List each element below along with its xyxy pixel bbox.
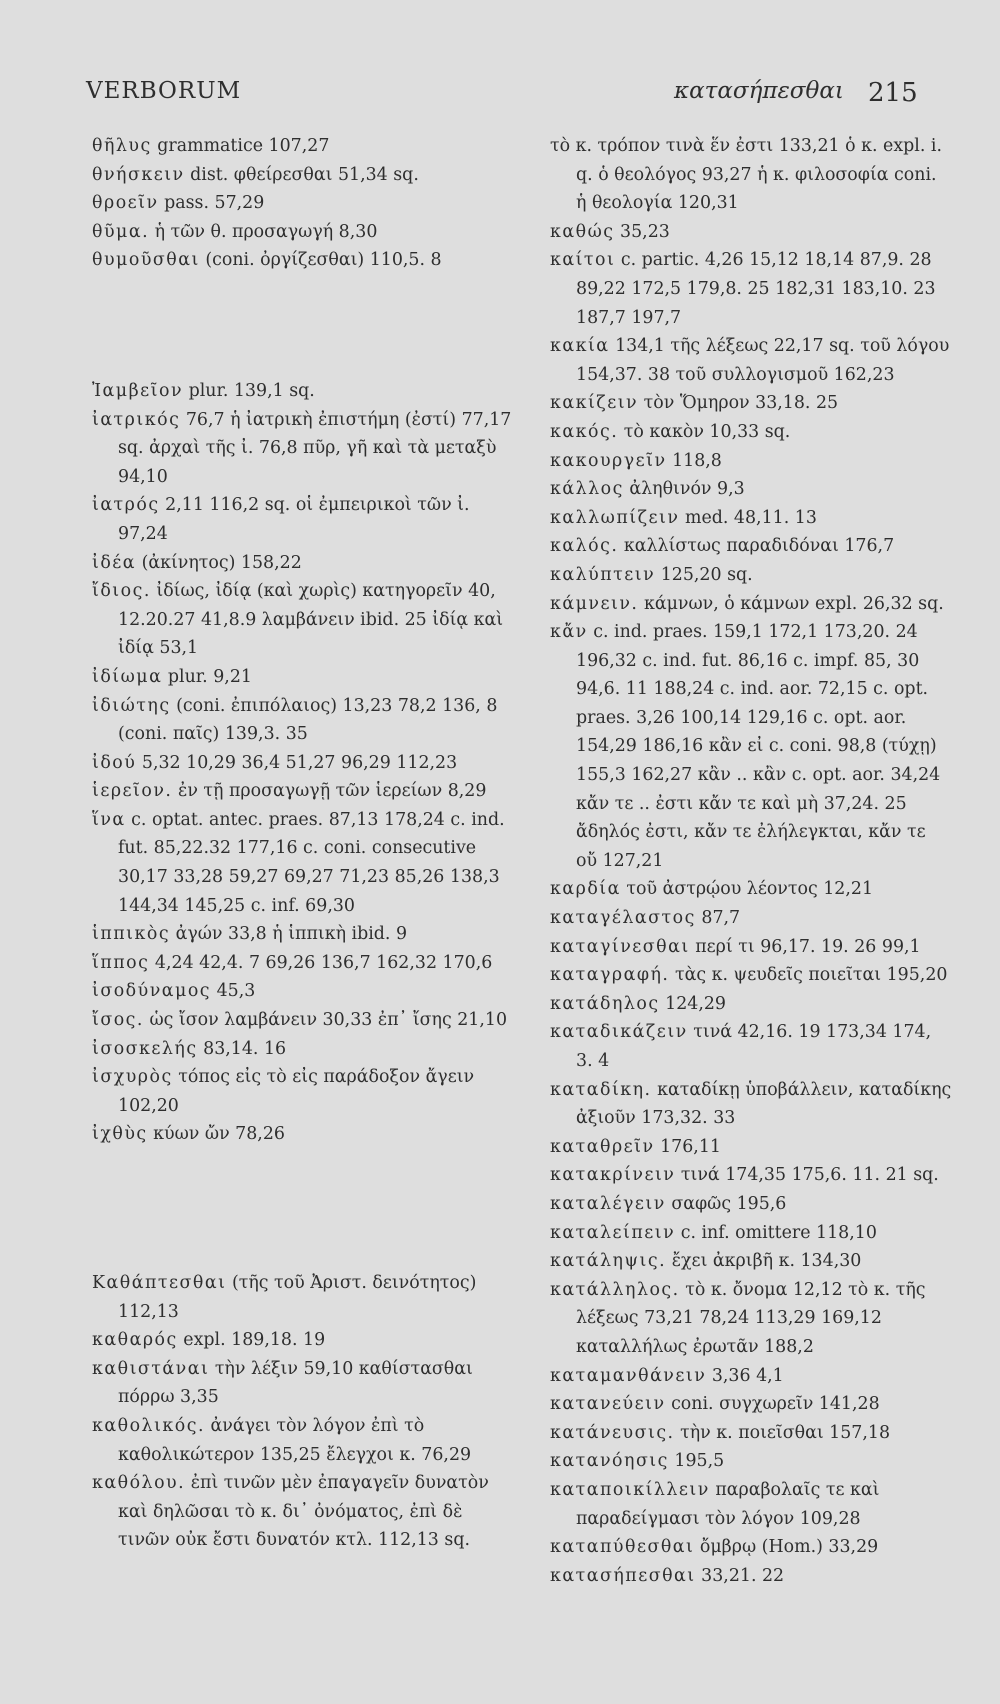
entry-headword: καταποικίλλειν: [550, 1479, 710, 1500]
entry-references: pass. 57,29: [164, 193, 265, 214]
entry-references: ἀνάγει τὸν λόγον ἐπὶ τὸ καθολικώτερον 135,25 ἔλεγχοι κ. 76,29: [118, 1415, 472, 1465]
entry-headword: καρδία: [550, 879, 621, 900]
entry-headword: κάλλος: [550, 479, 624, 500]
index-entry: [550, 246, 952, 332]
index-entry: [550, 1276, 952, 1362]
entry-references: 195,5: [674, 1451, 725, 1472]
entry-headword: θῆλυς: [92, 136, 152, 156]
entry-references: c. optat. antec. praes. 87,13 178,24 c. ind. fut. 85,22.32 177,16 c. coni. consecutive 30,17 33,28 59,27 69,27 71,23 85,26 138,3 144,34 145,25 c. inf. 69,30: [118, 809, 505, 916]
entry-headword: ἱππικὸς: [92, 924, 171, 945]
index-entry: [92, 1326, 512, 1355]
entry-references: 4,24 42,4. 7 69,26 136,7 162,32 170,6: [154, 952, 493, 973]
entry-headword: ἰδιώτης: [92, 695, 171, 716]
index-entry: [550, 532, 952, 561]
entry-headword: κατακρίνειν: [550, 1165, 676, 1186]
index-entry: [550, 1161, 952, 1190]
index-entry: [92, 692, 512, 749]
entry-headword: καθαρός: [92, 1330, 178, 1351]
entry-headword: ἰδίωμα: [92, 666, 163, 687]
entry-headword: καταλείπειν: [550, 1222, 676, 1243]
entry-references: περί τι 96,17. 19. 26 99,1: [695, 936, 921, 957]
index-entry: [550, 875, 952, 904]
entry-references: (coni. ὀργίζεσθαι) 110,5. 8: [205, 250, 442, 271]
index-entry: [550, 475, 952, 504]
entry-references: τὰς κ. ψευδεῖς ποιεῖται 195,20: [675, 965, 948, 986]
entry-headword: θνήσκειν: [92, 164, 185, 185]
entry-references: 76,7 ἡ ἰατρικὴ ἐπιστήμη (ἐστί) 77,17 sq. ἀρχαὶ τῆς ἰ. 76,8 πῦρ, γῆ καὶ τὰ μεταξὺ 94,10: [118, 409, 512, 487]
index-entry: [550, 1362, 952, 1391]
entry-references: 118,8: [672, 450, 722, 471]
entry-headword: ἴσος.: [92, 1010, 144, 1031]
index-entry: [550, 1533, 952, 1562]
entry-references: 33,21. 22: [701, 1565, 785, 1586]
entry-headword: καθιστάναι: [92, 1358, 210, 1379]
entry-headword: ἰδέα: [92, 552, 137, 573]
index-entry: [92, 920, 512, 949]
entry-references: τὸ κ. τρόπον τινὰ ἕν ἐστι 133,21 ὁ κ. expl. i. q. ὁ θεολόγος 93,27 ἡ κ. φιλοσοφία coni. ἡ θεολογία 120,31: [550, 136, 942, 214]
entry-references: 134,1 τῆς λέξεως 22,17 sq. τοῦ λόγου 154,37. 38 τοῦ συλλογισμοῦ 162,23: [576, 336, 950, 385]
entry-headword: καλός.: [550, 536, 619, 557]
index-entry: [550, 904, 952, 933]
entry-headword: ἰχθὺς: [92, 1124, 148, 1145]
entry-references: τὸ κ. ὄνομα 12,12 τὸ κ. τῆς λέξεως 73,21 78,24 113,29 169,12 καταλλήλως ἐρωτᾶν 188,2: [576, 1279, 926, 1357]
index-entry: [550, 1190, 952, 1219]
index-entry: [92, 161, 512, 190]
index-entry: [92, 1269, 512, 1326]
entry-headword: καθόλου.: [92, 1473, 186, 1494]
entry-headword: κατανεύειν: [550, 1394, 666, 1415]
left-column: [92, 132, 512, 1555]
entry-headword: καθολικός.: [92, 1415, 206, 1436]
entry-references: ἐν τῇ προσαγωγῇ τῶν ἱερείων 8,29: [177, 781, 487, 802]
entry-headword: Καθάπτεσθαι: [92, 1273, 227, 1293]
index-entry: [92, 1006, 512, 1035]
entry-references: ἐπὶ τινῶν μὲν ἐπαγαγεῖν δυνατὸν καὶ δηλῶσαι τὸ κ. δι᾽ ὀνόματος, ἐπὶ δὲ τινῶν οὐκ ἔστι δυνατόν κτλ. 112,13 sq.: [118, 1473, 489, 1551]
index-entry: [92, 949, 512, 978]
entry-headword: καταγέλαστος: [550, 908, 696, 929]
index-entry: [550, 933, 952, 962]
index-entry: [550, 618, 952, 875]
entry-references: ἰδίως, ἰδίᾳ (καὶ χωρὶς) κατηγορεῖν 40, 12.20.27 41,8.9 λαμβάνειν ibid. 25 ἰδίᾳ καὶ ἰδίᾳ 53,1: [118, 581, 504, 659]
entry-headword: ἰσοδύναμος: [92, 981, 212, 1002]
entry-headword: ἰσοσκελής: [92, 1038, 198, 1059]
index-entry: [92, 406, 512, 492]
entry-references: ὡς ἴσον λαμβάνειν 30,33 ἐπ᾽ ἴσης 21,10: [149, 1010, 508, 1031]
index-entry: [92, 1469, 512, 1555]
entry-references: 2,11 116,2 sq. οἱ ἐμπειρικοὶ τῶν ἰ. 97,24: [118, 495, 470, 544]
index-entry: [550, 1247, 952, 1276]
index-entry: [550, 389, 952, 418]
entry-references: plur. 9,21: [167, 666, 252, 687]
entry-references: ἡ τῶν θ. προσαγωγή 8,30: [154, 221, 378, 242]
entry-references: τὴν κ. ποιεῖσθαι 157,18: [680, 1422, 891, 1443]
entry-references: σαφῶς 195,6: [671, 1193, 787, 1214]
index-entry: [92, 246, 512, 275]
index-entry: [92, 549, 512, 578]
page-number: 215: [868, 78, 918, 108]
entry-references: grammatice 107,27: [157, 136, 330, 156]
kappa-continued-entries: [550, 132, 952, 1590]
entry-headword: ἱερεῖον.: [92, 781, 173, 802]
entry-headword: θυμοῦσθαι: [92, 250, 200, 271]
index-entry: [92, 1412, 512, 1469]
entry-references: coni. συγχωρεῖν 141,28: [671, 1394, 880, 1415]
index-entry: [550, 1133, 952, 1162]
entry-references: c. inf. omittere 118,10: [680, 1222, 877, 1243]
entry-headword: ἰατρός: [92, 495, 160, 516]
right-column: [550, 132, 952, 1590]
entry-headword: κατασήπεσθαι: [550, 1565, 696, 1586]
index-entry: [92, 377, 512, 406]
index-entry: [92, 132, 512, 161]
entry-headword: καταγίνεσθαι: [550, 936, 690, 957]
index-entry: [550, 332, 952, 389]
section-gap: [92, 275, 512, 377]
running-head-title: VERBORUM: [86, 78, 242, 104]
entry-references: 5,32 10,29 36,4 51,27 96,29 112,23: [141, 752, 458, 773]
entry-references: plur. 139,1 sq.: [188, 380, 315, 401]
index-entry: [550, 418, 952, 447]
index-entry: [92, 777, 512, 806]
entry-references: τοῦ ἀστρῴου λέοντος 12,21: [626, 879, 874, 900]
entry-references: 83,14. 16: [203, 1038, 287, 1059]
index-entry: [550, 1076, 952, 1133]
entry-references: τινά 174,35 175,6. 11. 21 sq.: [680, 1165, 939, 1186]
iota-entries: [92, 377, 512, 1149]
entry-headword: καταδικάζειν: [550, 1022, 688, 1043]
entry-references: τὸν Ὅμηρον 33,18. 25: [643, 393, 839, 414]
index-entry: [550, 1390, 952, 1419]
entry-references: 35,23: [620, 221, 670, 242]
index-entry: [550, 990, 952, 1019]
index-entry: [550, 1476, 952, 1533]
index-entry: [92, 1063, 512, 1120]
entry-headword: καταμανθάνειν: [550, 1365, 707, 1386]
index-entry: [550, 961, 952, 990]
kappa-entries: [92, 1269, 512, 1555]
index-entry: [92, 663, 512, 692]
entry-references: med. 48,11. 13: [684, 507, 817, 528]
entry-references: 124,29: [665, 993, 726, 1014]
entry-headword: ἴδιος.: [92, 581, 151, 602]
entry-references: 176,11: [660, 1136, 721, 1157]
entry-references: ἔχει ἀκριβῆ κ. 134,30: [671, 1251, 862, 1272]
entry-headword: καλύπτειν: [550, 564, 656, 585]
index-entry: [92, 749, 512, 778]
entry-references: c. partic. 4,26 15,12 18,14 87,9. 28 89,22 172,5 179,8. 25 182,31 183,10. 23 187,7 197,7: [576, 250, 936, 328]
entry-references: 87,7: [701, 908, 741, 929]
entry-headword: καθώς: [550, 221, 615, 242]
entry-references: (ἀκίνητος) 158,22: [141, 552, 302, 573]
index-entry: [550, 1447, 952, 1476]
index-entry: [92, 977, 512, 1006]
entry-references: c. ind. praes. 159,1 172,1 173,20. 24 196,32 c. ind. fut. 86,16 c. impf. 85, 30 94,6. 11 188,24 c. ind. aor. 72,15 c. opt. praes. 3,26 100,14 129,16 c. opt. aor. 154,29 186,16 κἂν εἰ c. coni. 98,8 (τύχῃ) 155,3 162,27 κἂν .. κἂν c. opt. aor. 34,24 κἄν τε .. ἐστι κἄν τε καὶ μὴ 37,24. 25 ἄδηλός ἐστι, κἄν τε ἐλήλεγκται, κἄν τε οὔ 127,21: [576, 622, 941, 871]
entry-headword: κάμνειν.: [550, 593, 639, 614]
section-gap: [92, 1149, 512, 1269]
entry-headword: καταγραφή.: [550, 965, 670, 986]
index-entry: [550, 590, 952, 619]
running-head-keyword: κατασήπεσθαι: [674, 78, 844, 104]
index-entry: [550, 447, 952, 476]
entry-references: (τῆς τοῦ Ἀριστ. δεινότητος) 112,13: [118, 1273, 477, 1322]
index-entry: [92, 189, 512, 218]
entry-references: ἀγών 33,8 ἡ ἱππικὴ ibid. 9: [175, 924, 408, 945]
index-entry: [92, 1120, 512, 1149]
entry-headword: κακός.: [550, 421, 619, 442]
entry-references: τὴν λέξιν 59,10 καθίστασθαι πόρρω 3,35: [118, 1358, 473, 1408]
index-entry: [550, 132, 952, 218]
entry-headword: κακία: [550, 336, 610, 357]
entry-references: 125,20 sq.: [660, 564, 753, 585]
entry-references: 45,3: [216, 981, 256, 1002]
index-entry: [92, 1355, 512, 1412]
entry-references: (coni. ἐπιπόλαιος) 13,23 78,2 136, 8 (coni. παῖς) 139,3. 35: [118, 695, 498, 745]
entry-headword: θῦμα.: [92, 221, 150, 242]
entry-references: τόπος εἰς τὸ εἰς παράδοξον ἄγειν 102,20: [118, 1067, 475, 1116]
theta-entries: [92, 132, 512, 275]
entry-headword: ἵππος: [92, 952, 150, 973]
entry-references: expl. 189,18. 19: [183, 1330, 326, 1351]
entry-headword: θροεῖν: [92, 193, 159, 214]
entry-headword: κατάληψις.: [550, 1251, 667, 1272]
entry-headword: κατάνευσις.: [550, 1422, 675, 1443]
index-entry: [550, 561, 952, 590]
entry-references: ἀληθινόν 9,3: [629, 479, 745, 500]
entry-headword: κατάλληλος.: [550, 1279, 680, 1300]
entry-references: κύων ὤν 78,26: [153, 1124, 285, 1145]
entry-headword: ἰδού: [92, 752, 137, 773]
entry-headword: καταδίκη.: [550, 1079, 652, 1100]
entry-headword: κατάδηλος: [550, 993, 660, 1014]
entry-references: παραβολαῖς τε καὶ παραδείγμασι τὸν λόγον 109,28: [576, 1479, 880, 1529]
entry-references: καταδίκῃ ὑποβάλλειν, καταδίκης ἀξιοῦν 173,32. 33: [576, 1079, 952, 1129]
entry-references: τινά 42,16. 19 173,34 174, 3. 4: [576, 1022, 932, 1071]
entry-headword: καίτοι: [550, 250, 616, 271]
entry-references: κάμνων, ὁ κάμνων expl. 26,32 sq.: [643, 593, 944, 614]
entry-headword: κατανόησις: [550, 1451, 669, 1472]
index-entry: [92, 218, 512, 247]
entry-headword: κακουργεῖν: [550, 450, 667, 471]
index-entry: [92, 577, 512, 663]
index-entry: [550, 1018, 952, 1075]
entry-headword: κἄν: [550, 622, 588, 643]
entry-headword: καλλωπίζειν: [550, 507, 680, 528]
entry-references: τὸ κακὸν 10,33 sq.: [623, 421, 791, 442]
index-entry: [550, 1562, 952, 1591]
index-entry: [550, 1219, 952, 1248]
entry-references: dist. φθείρεσθαι 51,34 sq.: [190, 164, 419, 185]
entry-headword: ἰατρικός: [92, 409, 181, 430]
entry-references: 3,36 4,1: [711, 1365, 784, 1386]
index-entry: [550, 504, 952, 533]
index-entry: [92, 491, 512, 548]
entry-headword: ἵνα: [92, 809, 126, 830]
entry-headword: Ἰαμβεῖον: [92, 380, 184, 401]
entry-headword: καταθρεῖν: [550, 1136, 655, 1157]
entry-references: καλλίστως παραδιδόναι 176,7: [623, 536, 895, 557]
index-entry: [550, 218, 952, 247]
entry-headword: καταπύθεσθαι: [550, 1537, 695, 1558]
entry-headword: ἰσχυρὸς: [92, 1067, 173, 1088]
entry-headword: καταλέγειν: [550, 1193, 666, 1214]
index-entry: [92, 1035, 512, 1064]
entry-headword: κακίζειν: [550, 393, 639, 414]
entry-references: ὄμβρῳ (Hom.) 33,29: [699, 1537, 879, 1558]
index-entry: [550, 1419, 952, 1448]
index-entry: [92, 806, 512, 920]
